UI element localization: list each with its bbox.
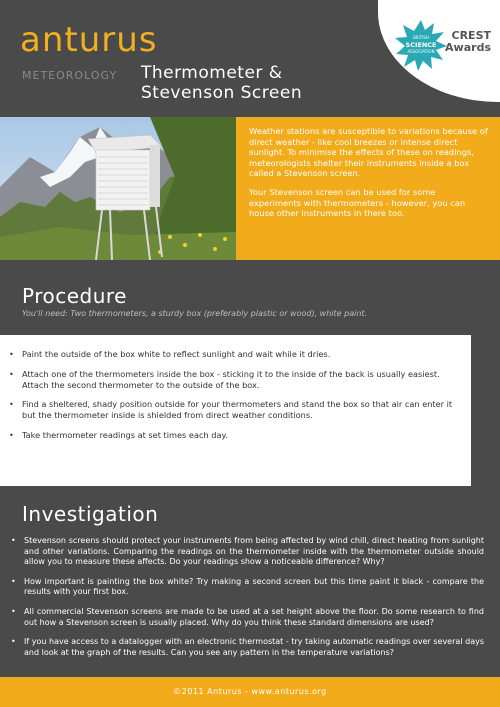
investigation-list: [11, 536, 484, 667]
intro-paragraph-1: Weather stations are susceptible to variations because of direct weather - like cool breezes or intense direct sunlight. To minimise the effects of these on readings, meteorologists shelter their instruments inside a box called a Stevenson screen.: [249, 126, 488, 179]
procedure-step: • Attach one of the thermometers inside the box - sticking it to the inside of the back is usually easiest. Attach the second thermometer to the outside of the box.: [22, 369, 457, 391]
investigation-heading: Investigation: [22, 502, 159, 526]
stevenson-screen-photo: [0, 117, 236, 260]
header: [0, 0, 500, 112]
investigation-item: • If you have access to a datalogger with an electronic thermostat - try taking automatic readings over several days and look at the graph of the results. Can you see any pattern in the temperature variations?: [24, 637, 484, 658]
intro-panel: [236, 117, 500, 260]
procedure-requirements: You'll need: Two thermometers, a sturdy box (preferably plastic or wood), white paint.: [22, 309, 368, 318]
brand-wordmark: anturus: [20, 20, 158, 60]
procedure-step: • Paint the outside of the box white to reflect sunlight and wait while it dries.: [22, 349, 457, 360]
page-title-line2: Stevenson Screen: [141, 83, 303, 103]
investigation-item: • Stevenson screens should protect your instruments from being affected by wind chill, direct heating from sunlight and other variations. Comparing the readings on the thermometer inside with the thermometer outside should allow you to measure these affects. Do your readings show a noticeable difference? Why?: [24, 536, 484, 568]
crest-awards-label: [445, 30, 491, 54]
crest-assoc-line2: SCIENCE: [405, 41, 437, 49]
crest-assoc-line1: BRITISH: [413, 35, 429, 40]
procedure-heading: Procedure: [22, 284, 127, 308]
footer: [0, 677, 500, 707]
investigation-item: • How important is painting the box white? Try making a second screen but this time paint it black - compare the results with your first box.: [24, 577, 484, 598]
procedure-step: • Take thermometer readings at set times each day.: [22, 430, 457, 441]
intro-paragraph-2: Your Stevenson screen can be used for some experiments with thermometers - however, you can house other instruments in there too.: [249, 186, 466, 219]
procedure-steps: [0, 335, 471, 486]
crest-awards-line1: CREST: [451, 29, 491, 42]
page-title: [141, 63, 302, 103]
page-title-line1: Thermometer &: [141, 63, 283, 83]
crest-awards-line2: Awards: [445, 41, 491, 54]
stevenson-screen-illustration: [0, 117, 236, 260]
crest-splat-logo: [394, 18, 448, 72]
procedure-step: • Find a sheltered, shady position outside for your thermometers and stand the box so that air can enter it but the thermometer inside is shielded from direct weather conditions.: [22, 399, 457, 421]
crest-assoc-line3: ASSOCIATION: [407, 49, 435, 54]
footer-text: ©2011 Anturus - www.anturus.org: [173, 687, 327, 696]
investigation-item: • All commercial Stevenson screens are made to be used at a set height above the floor. Do some research to find out how a Stevenson screen is usually placed. Why do you think these standard dimensions are used?: [24, 607, 484, 628]
brand-subtitle: METEOROLOGY: [22, 69, 118, 82]
